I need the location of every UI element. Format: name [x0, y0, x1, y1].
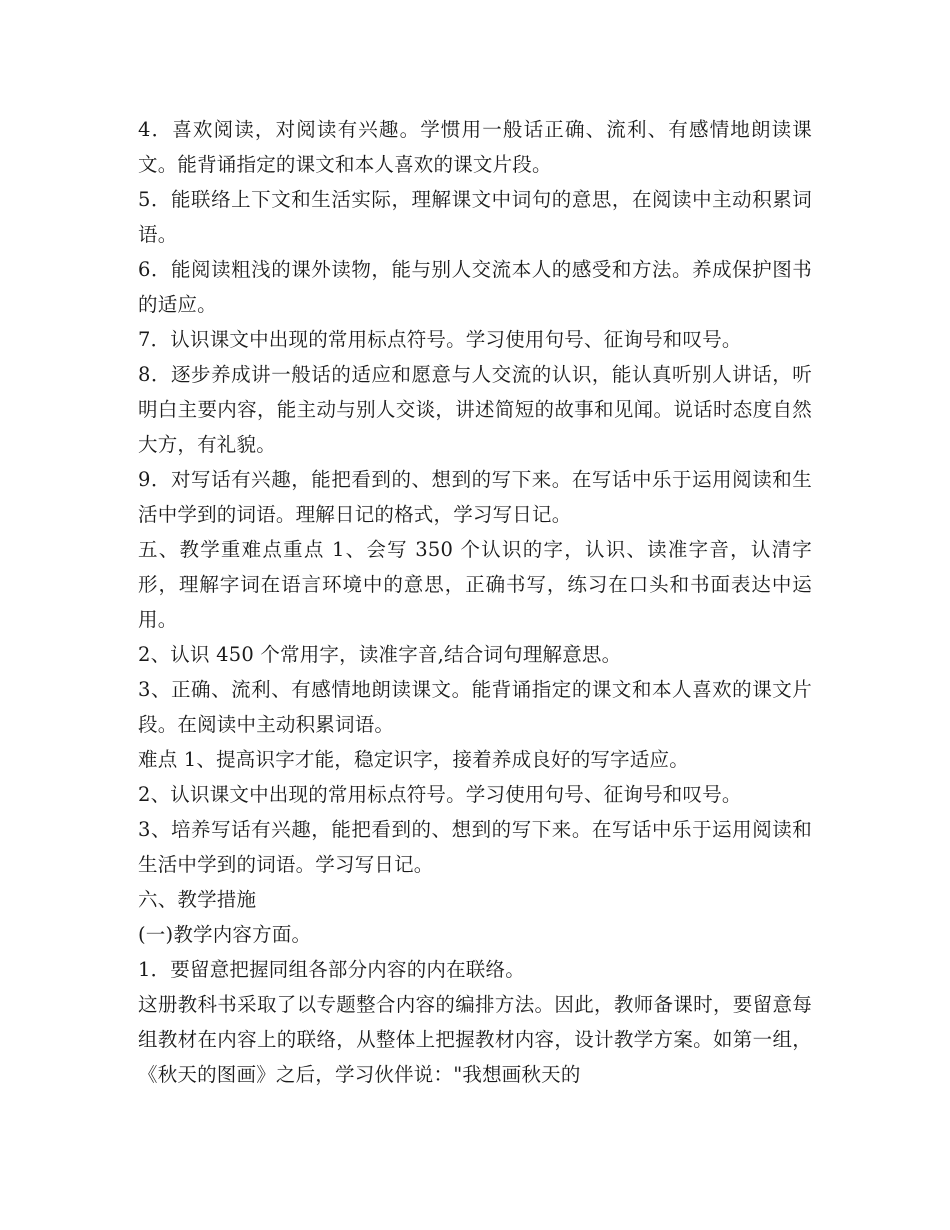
paragraph-difficulty-1: 难点 1、提高识字才能，稳定识字，接着养成良好的写字适应。 [138, 748, 689, 771]
paragraph-item-6: 6．能阅读粗浅的课外读物，能与别人交流本人的感受和方法。养成保护图书的适应。 [138, 258, 812, 316]
section-heading-difficulties: 五、教学重难点重点 1、会写 350 个认识的字，认识、读准字音，认清字形，理解字词在语言环境中的意思，正确书写，练习在口头和书面表达中运用。 [138, 538, 812, 631]
subsection-heading-content: (一)教学内容方面。 [138, 923, 312, 946]
paragraph-difficulty-3: 3、培养写话有兴趣，能把看到的、想到的写下来。在写话中乐于运用阅读和生活中学到的词语。学习写日记。 [138, 818, 812, 876]
paragraph-item-4: 4．喜欢阅读，对阅读有兴趣。学惯用一般话正确、流利、有感情地朗读课文。能背诵指定的课文和本人喜欢的课文片段。 [138, 118, 812, 176]
section-heading-measures: 六、教学措施 [138, 888, 257, 911]
paragraph-item-5: 5．能联络上下文和生活实际，理解课文中词句的意思，在阅读中主动积累词语。 [138, 188, 812, 246]
paragraph-difficulty-2: 2、认识课文中出现的常用标点符号。学习使用句号、征询号和叹号。 [138, 783, 742, 806]
paragraph-key-point-2: 2、认识 450 个常用字，读准字音,结合词句理解意思。 [138, 643, 622, 666]
paragraph-item-8: 8．逐步养成讲一般话的适应和愿意与人交流的认识，能认真听别人讲话，听明白主要内容，能主动与别人交谈，讲述简短的故事和见闻。说话时态度自然大方，有礼貌。 [138, 363, 812, 456]
paragraph-measure-1: 1．要留意把握同组各部分内容的内在联络。 [138, 958, 525, 981]
paragraph-key-point-3: 3、正确、流利、有感情地朗读课文。能背诵指定的课文和本人喜欢的课文片段。在阅读中主动积累词语。 [138, 678, 812, 736]
paragraph-item-9: 9．对写话有兴趣，能把看到的、想到的写下来。在写话中乐于运用阅读和生活中学到的词语。理解日记的格式，学习写日记。 [138, 468, 812, 526]
paragraph-item-7: 7．认识课文中出现的常用标点符号。学习使用句号、征询号和叹号。 [138, 328, 742, 351]
document-page [138, 112, 812, 1092]
paragraph-body: 这册教科书采取了以专题整合内容的编排方法。因此，教师备课时，要留意每组教材在内容上的联络，从整体上把握教材内容，设计教学方案。如第一组，《秋天的图画》之后，学习伙伴说："我想画秋天的 [138, 993, 812, 1086]
